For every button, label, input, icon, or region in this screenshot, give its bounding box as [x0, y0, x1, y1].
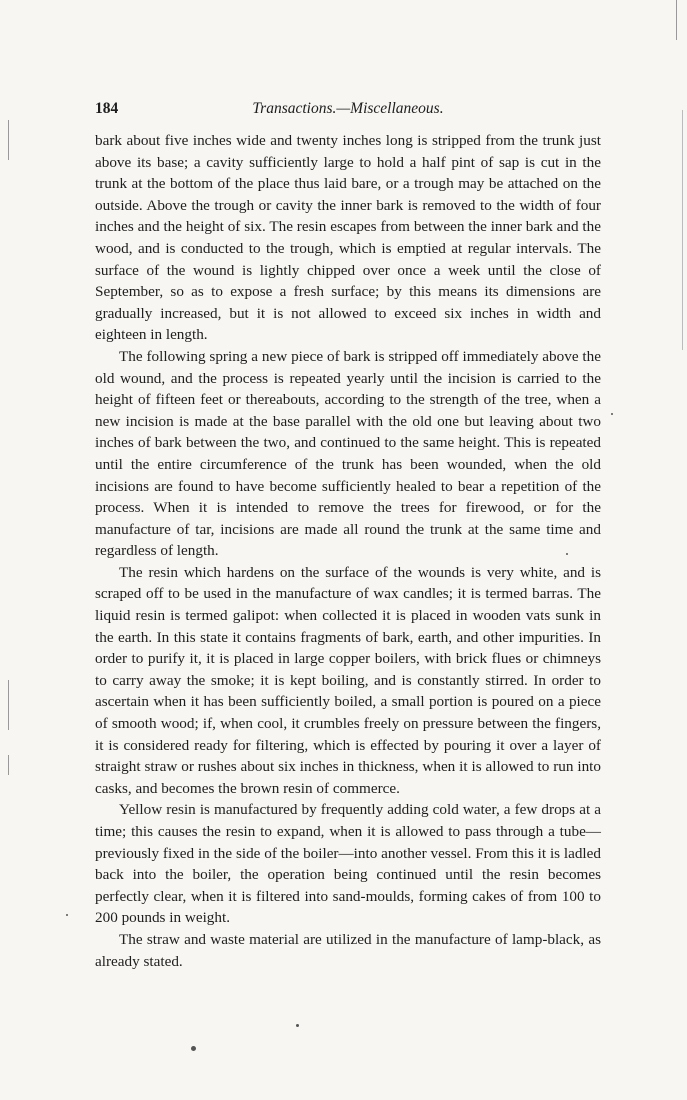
ink-speck: [191, 1046, 196, 1051]
running-head: Transactions.—Miscellaneous.: [252, 100, 444, 117]
page-number: 184: [95, 100, 119, 117]
paragraph-1: bark about five inches wide and twenty inches long is stripped from the trunk just above its base; a cavity sufficiently large to hold a half pint of sap is cut in the trunk at the bottom of the place thus laid bare, or a trough may be attached on the outside. Above the trough or cavity the inner bark is removed to the width of four inches and the height of six. The resin escapes from between the inner bark and the wood, and is conducted to the trough, which is emptied at regular intervals. The surface of the wound is lightly chipped over once a week until the close of September, so as to expose a fresh surface; by this means its dimensions are gradually increased, but it is not allowed to exceed six inches in width and eighteen in length.: [95, 132, 601, 344]
scan-edge-mark: [676, 0, 677, 40]
paragraph-5: The straw and waste material are utilized in the manufacture of lamp-black, as already stated.: [95, 930, 601, 970]
paragraph-4: Yellow resin is manufactured by frequently adding cold water, a few drops at a time; this causes the resin to expand, when it is allowed to pass through a tube—previously fixed in the side of the boiler—into another vessel. From this it is ladled back into the boiler, the operation being continued until the resin becomes perfectly clear, when it is filtered into sand-moulds, forming cakes of from 100 to 200 pounds in weight.: [95, 801, 601, 927]
page-header: [95, 100, 601, 122]
body-text: [95, 130, 601, 972]
scan-edge-mark: [8, 120, 9, 160]
paragraph-2: The following spring a new piece of bark is stripped off immediately above the old wound, and the process is repeated yearly until the incision is carried to the height of fifteen feet or thereabouts, according to the strength of the tree, when a new incision is made at the base parallel with the old one but leaving about two inches of bark between the two, and continued to the same height. This is repeated until the entire circumference of the trunk has been wounded, when the old incisions are found to have become sufficiently healed to bear a repetition of the process. When it is intended to remove the trees for firewood, or for the manufacture of tar, incisions are made all round the trunk at the same time and regardless of length.: [95, 347, 601, 560]
ink-speck: [296, 1024, 299, 1027]
scan-edge-mark: [8, 755, 9, 775]
ink-speck: [66, 914, 68, 916]
ink-speck: [611, 413, 613, 415]
paragraph-3: The resin which hardens on the surface of the wounds is very white, and is scraped off to be used in the manufacture of wax candles; it is termed barras. The liquid resin is termed galipot: when collected it is placed in wooden vats sunk in the earth. In this state it contains fragments of bark, earth, and other impurities. In order to purify it, it is placed in large copper boilers, with brick flues or chimneys to carry away the smoke; it is kept boiling, and is constantly stirred. In order to ascertain when it has been sufficiently boiled, a small portion is poured on a piece of smooth wood; if, when cool, it crumbles freely on pressure between the fingers, it is considered ready for filtering, which is effected by pouring it over a layer of straight straw or rushes about six inches in thickness, when it is allowed to run into casks, and becomes the brown resin of commerce.: [95, 563, 601, 797]
scan-edge-mark: [8, 680, 9, 730]
ink-speck: [566, 553, 568, 555]
scan-edge-mark: [682, 110, 683, 350]
